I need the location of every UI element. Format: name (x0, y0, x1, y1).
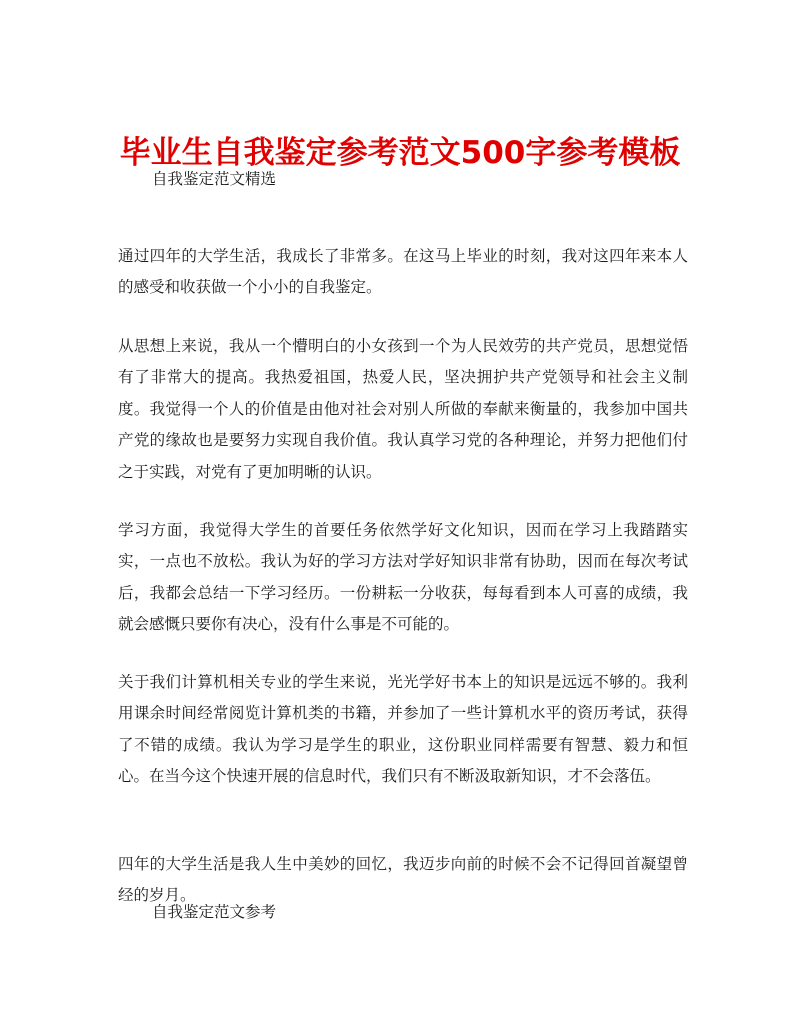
paragraph-intro: 通过四年的大学生活，我成长了非常多。在这马上毕业的时刻，我对这四年来本人的感受和收获做一个小小的自我鉴定。 (118, 246, 688, 296)
subtitle-bottom: 自我鉴定范文参考 (152, 903, 277, 921)
page-title: 毕业生自我鉴定参考范文500字参考模板 (119, 134, 681, 171)
paragraph-study: 学习方面，我觉得大学生的首要任务依然学好文化知识，因而在学习上我踏踏实实，一点也不放松。我认为好的学习方法对学好知识非常有协助，因而在每次考试后，我都会总结一下学习经历。一份耕耘一分收获，每每看到本人可喜的成绩，我就会感慨只要你有决心，没有什么事是不可能的。 (118, 520, 688, 633)
paragraph-ideology: 从思想上来说，我从一个懵明白的小女孩到一个为人民效劳的共产党员，思想觉悟有了非常大的提高。我热爱祖国，热爱人民，坚决拥护共产党领导和社会主义制度。我觉得一个人的价值是由他对社会对别人所做的奉献来衡量的，我参加中国共产党的缘故也是要努力实现自我价值。我认真学习党的各种理论，并努力把他们付之于实践，对党有了更加明晰的认识。 (118, 336, 688, 481)
subtitle-top: 自我鉴定范文精选 (152, 170, 277, 188)
paragraph-conclusion: 四年的大学生活是我人生中美妙的回忆，我迈步向前的时候不会不记得回首凝望曾经的岁月。 (118, 854, 688, 904)
paragraph-computer-major: 关于我们计算机相关专业的学生来说，光光学好书本上的知识是远远不够的。我利用课余时间经常阅览计算机类的书籍，并参加了一些计算机水平的资历考试，获得了不错的成绩。我认为学习是学生的职业，这份职业同样需要有智慧、毅力和恒心。在当今这个快速开展的信息时代，我们只有不断汲取新知识，才不会落伍。 (118, 672, 688, 785)
